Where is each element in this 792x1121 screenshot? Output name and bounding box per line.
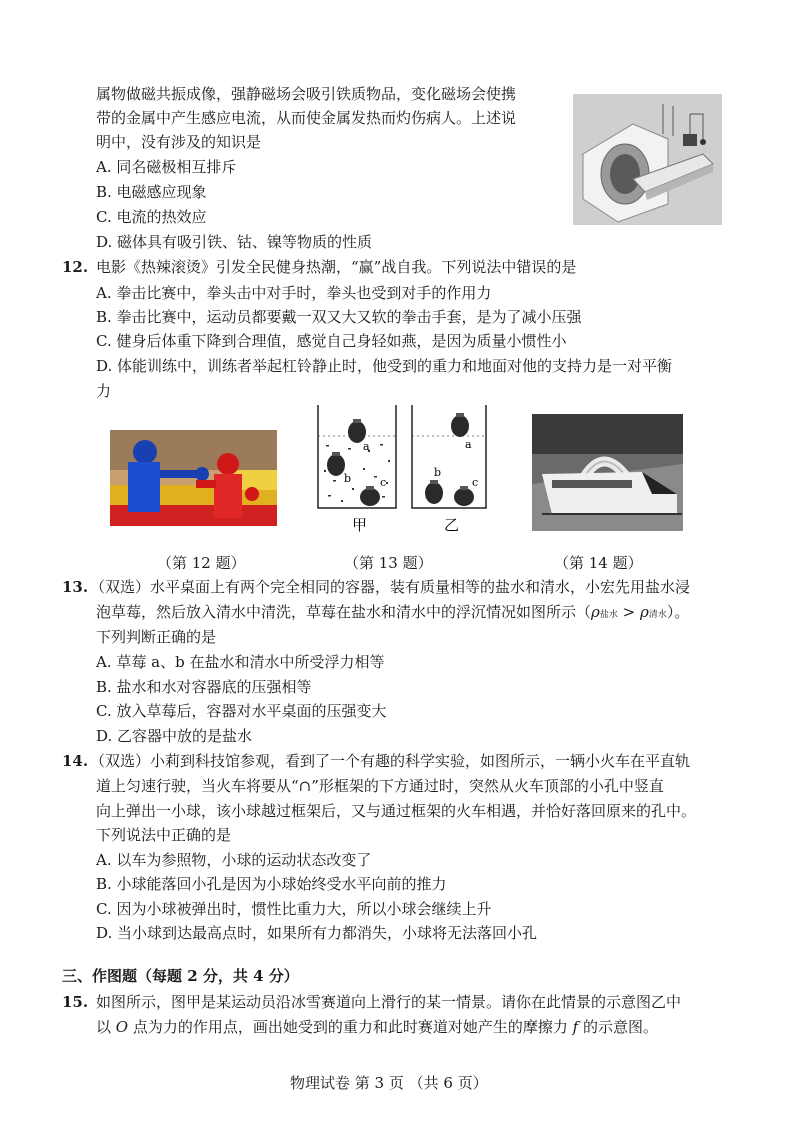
rho-water: ρ [639, 603, 649, 621]
label-jia-a: a [363, 440, 370, 453]
q13-line-2-b: ）。 [666, 603, 690, 621]
sub-clear-water: 清水 [648, 610, 667, 620]
q11-line-2: 带的金属中产生感应电流，从而使金属发热而灼伤病人。上述说 [96, 109, 517, 127]
q11-option-c: C. 电流的热效应 [96, 208, 207, 226]
strawberry-yi-c [454, 486, 474, 506]
q11-line-3: 明中，没有涉及的知识是 [96, 133, 262, 151]
caption-q13: （第 13 题） [344, 554, 433, 572]
q15-line-2-c: 的示意图。 [578, 1018, 658, 1036]
q14-line-4: 下列说法中正确的是 [96, 826, 232, 844]
strawberry-yi-a [451, 413, 469, 437]
label-jia-c: c [380, 476, 387, 489]
q14-line-3: 向上弹出一小球，该小球越过框架后，又与通过框架的火车相遇，并恰好落回原来的孔中。 [96, 802, 697, 820]
q13-option-c: C. 放入草莓后，容器对水平桌面的压强变大 [96, 702, 387, 720]
greater-than: > [617, 603, 640, 621]
label-yi-b: b [434, 466, 442, 479]
q13-number: 13. [62, 578, 89, 596]
friction-f: f [572, 1018, 579, 1036]
q13-line-3: 下列判断正确的是 [96, 628, 217, 646]
caption-q14: （第 14 题） [554, 554, 643, 572]
page-footer: 物理试卷 第 3 页 （共 6 页） [290, 1074, 488, 1092]
q15-line-2 [96, 1016, 658, 1038]
q14-line-1: （双选）小莉到科技馆参观，看到了一个有趣的科学实验，如图所示，一辆小火车在平直轨 [90, 752, 691, 770]
q14-line-2: 道上匀速行驶，当火车将要从“∩”形框架的下方通过时，突然从火车顶部的小孔中竖直 [96, 777, 664, 795]
q12-option-d-cont: 力 [96, 382, 112, 400]
q15-line-2-b: 点为力的作用点，画出她受到的重力和此时赛道对她产生的摩擦力 [128, 1018, 573, 1036]
label-jia-b: b [344, 472, 352, 485]
q14-option-c: C. 因为小球被弹出时，惯性比重力大，所以小球会继续上升 [96, 900, 492, 918]
q13-option-d: D. 乙容器中放的是盐水 [96, 727, 253, 745]
container-yi [412, 405, 486, 508]
strawberry-jia-c [360, 486, 380, 506]
q12-option-c: C. 健身后体重下降到合理值，感觉自己身轻如燕，是因为质量小惯性小 [96, 332, 567, 350]
q13-line-2-a: 泡草莓，然后放入清水中清洗，草莓在盐水和清水中的浮沉情况如图所示（ [96, 603, 592, 621]
q11-option-b: B. 电磁感应现象 [96, 183, 207, 201]
q12-option-b: B. 拳击比赛中，运动员都要戴一双又大又软的拳击手套，是为了减小压强 [96, 308, 582, 326]
q14-option-b: B. 小球能落回小孔是因为小球始终受水平向前的推力 [96, 875, 447, 893]
q15-line-2-a: 以 [96, 1018, 116, 1036]
q12-number: 12. [62, 258, 89, 276]
label-yi-a: a [465, 438, 472, 451]
caption-q12: （第 12 题） [157, 554, 246, 572]
label-yi: 乙 [444, 516, 460, 534]
sub-salt-water: 盐水 [599, 610, 618, 620]
q12-option-d: D. 体能训练中，训练者举起杠铃静止时，他受到的重力和地面对他的支持力是一对平衡 [96, 357, 673, 375]
mri-machine-image [573, 94, 722, 225]
label-yi-c: c [472, 476, 479, 489]
q15-number: 15. [62, 993, 89, 1011]
q14-number: 14. [62, 752, 89, 770]
q13-option-b: B. 盐水和水对容器底的压强相等 [96, 678, 312, 696]
q12-option-a: A. 拳击比赛中，拳头击中对手时，拳头也受到对手的作用力 [96, 284, 492, 302]
train-photo [532, 414, 683, 531]
q13-line-2 [96, 601, 689, 626]
rho-salt: ρ [591, 603, 600, 621]
boxing-photo [110, 430, 277, 526]
q15-line-1: 如图所示，图甲是某运动员沿冰雪赛道向上滑行的某一情景。请你在此情景的示意图乙中 [96, 993, 682, 1011]
section-3-title: 三、作图题（每题 2 分，共 4 分） [62, 967, 299, 985]
q13-line-1: （双选）水平桌面上有两个完全相同的容器，装有质量相等的盐水和清水，小宏先用盐水浸 [90, 578, 691, 596]
q14-option-d: D. 当小球到达最高点时，如果所有力都消失，小球将无法落回小孔 [96, 924, 538, 942]
point-o: O [115, 1018, 129, 1036]
label-jia: 甲 [352, 516, 368, 534]
q11-option-a: A. 同名磁极相互排斥 [96, 158, 237, 176]
q13-figure [308, 400, 508, 540]
strawberry-jia-b [327, 452, 345, 476]
strawberry-yi-b [425, 480, 443, 504]
q11-line-1: 属物做磁共振成像，强静磁场会吸引铁质物品，变化磁场会使携 [96, 85, 517, 103]
q14-option-a: A. 以车为参照物，小球的运动状态改变了 [96, 851, 372, 869]
q11-option-d: D. 磁体具有吸引铁、钴、镍等物质的性质 [96, 233, 373, 251]
q12-stem: 电影《热辣滚烫》引发全民健身热潮，“赢”战自我。下列说法中错误的是 [96, 258, 577, 276]
q13-option-a: A. 草莓 a、b 在盐水和清水中所受浮力相等 [96, 653, 385, 671]
